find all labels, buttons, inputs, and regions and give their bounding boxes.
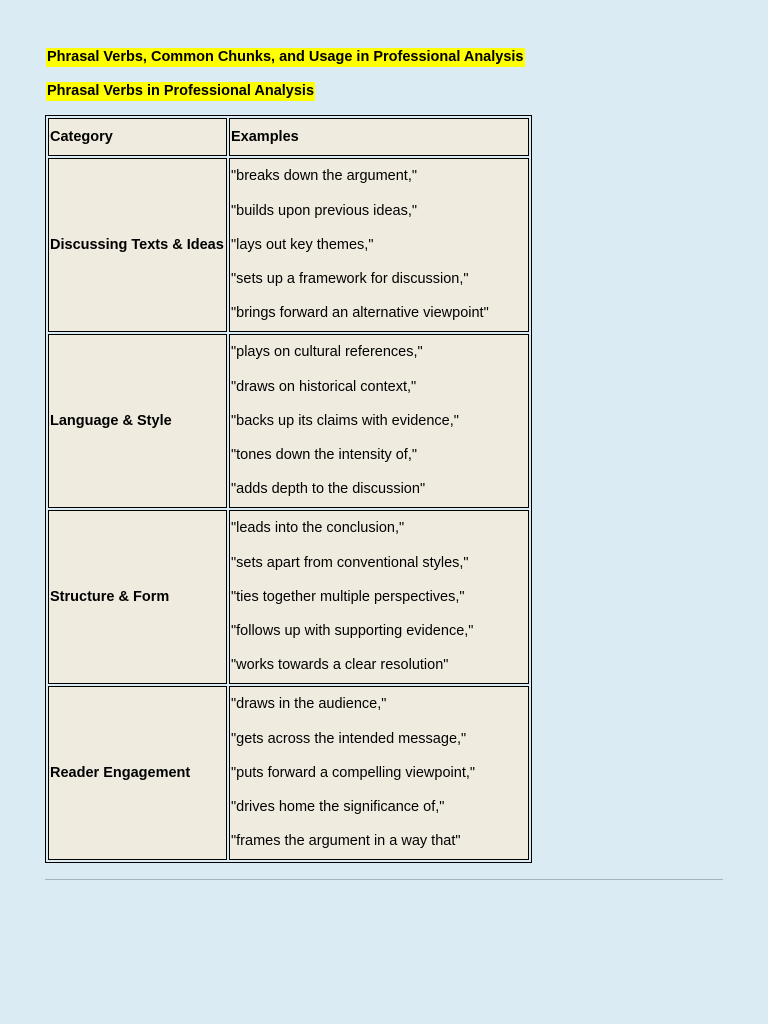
examples-cell (229, 686, 529, 860)
category-cell: Language & Style (48, 334, 227, 508)
section-heading: Phrasal Verbs in Professional Analysis (47, 83, 315, 99)
example-phrase: "draws in the audience," (231, 696, 387, 713)
table-row (48, 334, 529, 508)
horizontal-divider (45, 879, 723, 880)
examples-cell (229, 158, 529, 332)
document-title: Phrasal Verbs, Common Chunks, and Usage in Professional Analysis (47, 49, 524, 65)
example-phrase: "plays on cultural references," (231, 344, 423, 361)
example-phrase: "frames the argument in a way that" (231, 833, 461, 850)
example-phrase: "drives home the significance of," (231, 799, 445, 816)
example-phrase: "breaks down the argument," (231, 168, 418, 185)
category-cell: Discussing Texts & Ideas (48, 158, 227, 332)
example-phrase: "ties together multiple perspectives," (231, 588, 465, 605)
example-phrase: "tones down the intensity of," (231, 447, 418, 464)
example-phrase: "backs up its claims with evidence," (231, 412, 459, 429)
example-phrase: "lays out key themes," (231, 236, 374, 253)
example-phrase: "gets across the intended message," (231, 730, 467, 747)
examples-cell (229, 334, 529, 508)
header-category: Category (48, 118, 227, 156)
category-cell: Structure & Form (48, 510, 227, 684)
examples-cell (229, 510, 529, 684)
category-cell: Reader Engagement (48, 686, 227, 860)
example-phrase: "puts forward a compelling viewpoint," (231, 764, 476, 781)
example-phrase: "adds depth to the discussion" (231, 481, 426, 498)
example-phrase: "builds upon previous ideas," (231, 202, 418, 219)
phrasal-verbs-table (45, 115, 532, 863)
example-phrase: "leads into the conclusion," (231, 520, 405, 537)
example-phrase: "brings forward an alternative viewpoint" (231, 305, 489, 322)
example-phrase: "follows up with supporting evidence," (231, 623, 474, 640)
example-phrase: "draws on historical context," (231, 378, 417, 395)
example-phrase: "sets apart from conventional styles," (231, 554, 469, 571)
table-row (48, 158, 529, 332)
header-examples: Examples (229, 118, 529, 156)
table-header-row (48, 118, 529, 156)
table-row (48, 686, 529, 860)
example-phrase: "sets up a framework for discussion," (231, 271, 469, 288)
example-phrase: "works towards a clear resolution" (231, 657, 449, 674)
table-row (48, 510, 529, 684)
